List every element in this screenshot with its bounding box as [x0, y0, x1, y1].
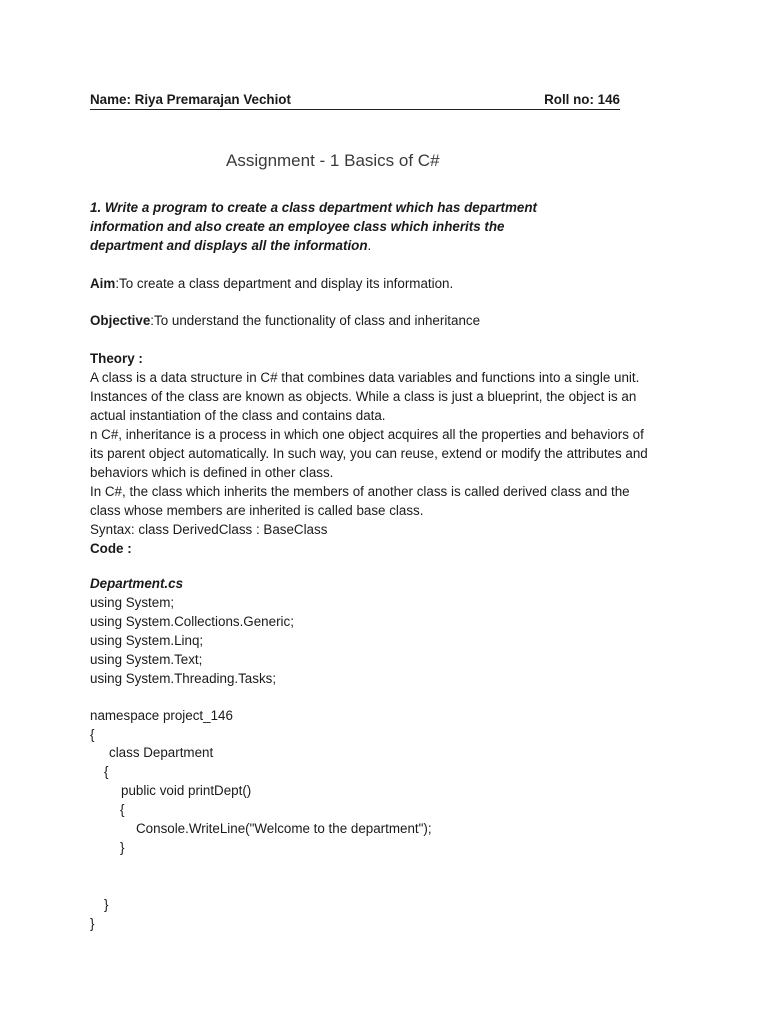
- code-line: using System;: [90, 595, 175, 610]
- theory-line: A class is a data structure in C# that combines data variables and functions into a single unit.: [90, 370, 640, 385]
- theory-line: In C#, the class which inherits the members of another class is called derived class and the: [90, 484, 630, 499]
- aim-text: :To create a class department and display its information.: [115, 276, 454, 291]
- code-line: }: [90, 916, 95, 931]
- theory-line: Instances of the class are known as objects. While a class is just a blueprint, the object is an: [90, 389, 637, 404]
- code-line: {: [90, 727, 95, 742]
- code-line: using System.Collections.Generic;: [90, 614, 294, 629]
- question-line: department and displays all the information.: [90, 238, 372, 253]
- file-title: Department.cs: [90, 576, 184, 591]
- syntax-line: Syntax: class DerivedClass : BaseClass: [90, 522, 328, 537]
- code-line: class Department: [109, 745, 214, 760]
- theory-line: n C#, inheritance is a process in which one object acquires all the properties and behaviors of: [90, 427, 644, 442]
- code-label: Code :: [90, 541, 132, 556]
- student-name: Name: Riya Premarajan Vechiot: [90, 92, 291, 107]
- question-line: information and also create an employee class which inherits the: [90, 219, 505, 234]
- objective-label: Objective: [90, 313, 151, 328]
- code-line: namespace project_146: [90, 708, 233, 723]
- aim-label: Aim: [90, 276, 116, 291]
- theory-section: [90, 349, 680, 558]
- roll-number: Roll no: 146: [544, 92, 620, 107]
- theory-line: class whose members are inherited is called base class.: [90, 503, 424, 518]
- code-line: public void printDept(): [121, 783, 252, 798]
- code-line: using System.Threading.Tasks;: [90, 671, 277, 686]
- code-line: using System.Text;: [90, 652, 203, 667]
- question-text: [90, 198, 570, 255]
- code-line: }: [120, 840, 125, 855]
- code-line: Console.WriteLine("Welcome to the department");: [136, 821, 432, 836]
- theory-line: its parent object automatically. In such way, you can reuse, extend or modify the attributes and: [90, 446, 648, 461]
- theory-line: actual instantiation of the class and contains data.: [90, 408, 386, 423]
- code-line: }: [104, 897, 109, 912]
- code-line: using System.Linq;: [90, 633, 204, 648]
- header-line: [90, 92, 620, 110]
- objective-text: :To understand the functionality of class and inheritance: [150, 313, 481, 328]
- objective-paragraph: [90, 311, 680, 330]
- code-line: {: [104, 764, 109, 779]
- theory-line: behaviors which is defined in other class.: [90, 465, 334, 480]
- theory-label: Theory :: [90, 351, 143, 366]
- code-line: {: [120, 802, 125, 817]
- question-line: 1. Write a program to create a class department which has department: [90, 200, 537, 215]
- assignment-title: Assignment - 1 Basics of C#: [226, 151, 440, 170]
- aim-paragraph: [90, 274, 680, 293]
